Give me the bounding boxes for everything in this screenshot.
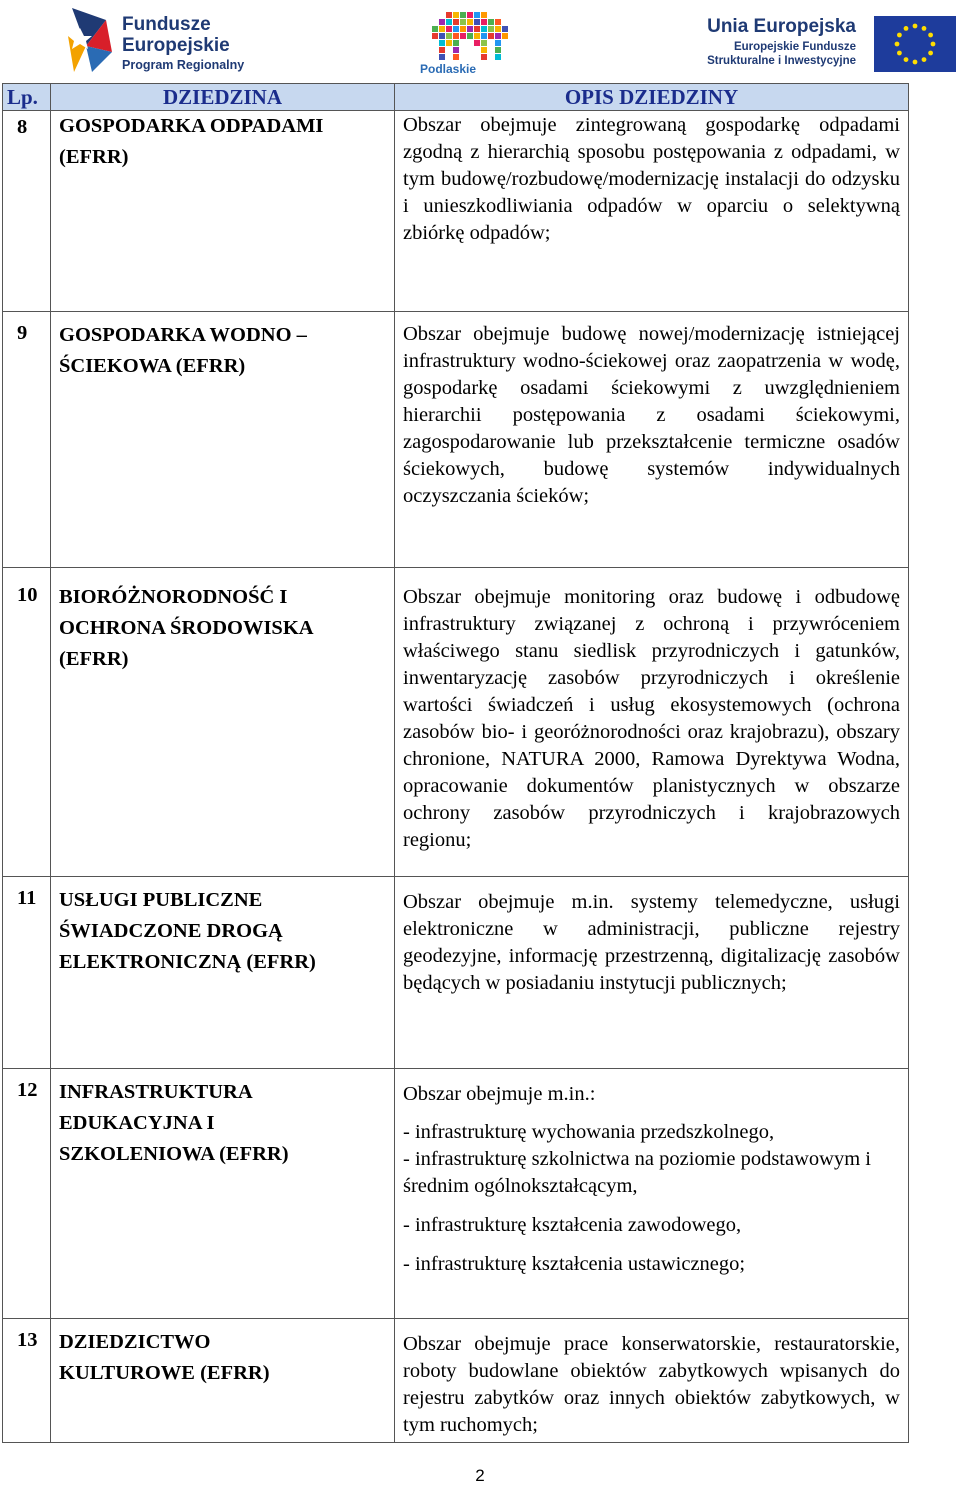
fe-subtitle: Program Regionalny bbox=[122, 58, 245, 72]
domain-name-line: BIORÓŻNORODNOŚĆ I bbox=[59, 586, 288, 608]
ue-subtitle-line2: Strukturalne i Inwestycyjne bbox=[707, 55, 856, 67]
fe-title-line2: Europejskie bbox=[122, 35, 230, 56]
domain-name bbox=[51, 111, 395, 312]
domain-name-line: ŚWIADCZONE DROGĄ bbox=[59, 920, 283, 942]
domain-description bbox=[395, 568, 909, 877]
domain-name-line: OCHRONA ŚRODOWISKA bbox=[59, 617, 314, 639]
table-row bbox=[3, 1069, 909, 1319]
domains-table bbox=[2, 83, 909, 1443]
domain-name-line: DZIEDZICTWO bbox=[59, 1331, 211, 1353]
row-number: 8 bbox=[3, 111, 51, 312]
unia-europejska-logo bbox=[700, 14, 956, 76]
page-number: 2 bbox=[475, 1466, 485, 1485]
description-text: Obszar obejmuje m.in. systemy telemedyczne, usługi elektroniczne w administracji, publiczne rejestry geodezyjne, informację przestrzenną, digitalizację zasobów będących w posiadaniu instytucji publicznych; bbox=[403, 891, 900, 994]
domain-name-line: USŁUGI PUBLICZNE bbox=[59, 889, 263, 911]
domain-name bbox=[51, 1069, 395, 1319]
table-row bbox=[3, 877, 909, 1069]
domain-name-line: GOSPODARKA WODNO – bbox=[59, 324, 307, 346]
fundusze-europejskie-logo bbox=[66, 6, 256, 76]
bison-mosaic-icon bbox=[416, 10, 526, 62]
header-lp: Lp. bbox=[3, 84, 51, 111]
domain-name-line: EDUKACYJNA I bbox=[59, 1112, 215, 1134]
podlaskie-logo bbox=[416, 10, 526, 78]
row-number: 11 bbox=[3, 877, 51, 1069]
description-list-item: - infrastrukturę wychowania przedszkolnego, bbox=[403, 1121, 775, 1143]
ue-subtitle-line1: Europejskie Fundusze bbox=[733, 41, 856, 53]
header-dziedzina: DZIEDZINA bbox=[51, 84, 395, 111]
domain-name-line: ŚCIEKOWA (EFRR) bbox=[59, 355, 246, 377]
row-number: 12 bbox=[3, 1069, 51, 1319]
row-number: 13 bbox=[3, 1319, 51, 1443]
domain-name bbox=[51, 568, 395, 877]
ue-title: Unia Europejska bbox=[707, 16, 856, 37]
domain-name-line: (EFRR) bbox=[59, 146, 129, 168]
podlaskie-label: Podlaskie bbox=[420, 62, 477, 76]
table-row bbox=[3, 111, 909, 312]
table-header-row bbox=[3, 84, 909, 111]
description-text: Obszar obejmuje monitoring oraz budowę i odbudowę infrastruktury związanej z ochroną i przywróceniem właściwego stanu siedlisk przyrodniczych i gatunków, inwentaryzację zasobów przyrodniczych i określenie wartości świadczeń i usług ekosystemowych (ochrona zasobów bio- i georóżnorodności oraz krajobrazu), obszary chronione, NATURA 2000, Ramowa Dyrektywa Wodna, opracowanie dokumentów planistycznych w obszarze ochrony zasobów przyrodniczych i krajobrazowych regionu; bbox=[403, 586, 900, 851]
table-row bbox=[3, 568, 909, 877]
row-number: 9 bbox=[3, 312, 51, 568]
table-row bbox=[3, 1319, 909, 1443]
description-list-item: - infrastrukturę kształcenia ustawicznego; bbox=[403, 1253, 746, 1275]
header-opis: OPIS DZIEDZINY bbox=[395, 84, 909, 111]
domain-description bbox=[395, 877, 909, 1069]
domain-name-line: (EFRR) bbox=[59, 648, 129, 670]
domain-name-line: INFRASTRUKTURA bbox=[59, 1081, 253, 1103]
description-text: Obszar obejmuje zintegrowaną gospodarkę odpadami zgodną z hierarchią sposobu postępowania z odpadami, w tym budowę/rozbudowę/modernizację instalacji do odzysku i unieszkodliwiania odpadów w oparciu o selektywną zbiórkę odpadów; bbox=[403, 114, 900, 244]
table-row bbox=[3, 312, 909, 568]
description-list-item: - infrastrukturę kształcenia zawodowego, bbox=[403, 1214, 742, 1236]
description-intro: Obszar obejmuje m.in.: bbox=[403, 1083, 596, 1105]
domain-name bbox=[51, 877, 395, 1069]
domain-description bbox=[395, 1069, 909, 1319]
fe-title-line1: Fundusze bbox=[122, 14, 211, 35]
header-logos bbox=[0, 0, 960, 82]
domain-description bbox=[395, 111, 909, 312]
eu-flag-icon bbox=[874, 16, 956, 72]
domain-name-line: KULTUROWE (EFRR) bbox=[59, 1362, 270, 1384]
domain-description bbox=[395, 1319, 909, 1443]
domain-name-line: SZKOLENIOWA (EFRR) bbox=[59, 1143, 289, 1165]
domain-name-line: GOSPODARKA ODPADAMI bbox=[59, 115, 324, 137]
description-text: Obszar obejmuje budowę nowej/modernizację istniejącej infrastruktury wodno-ściekowej oraz zaopatrzenia w wodę, gospodarkę osadami ściekowymi z uwzględnieniem hierarchii postępowania z osadami ściekowymi, zagospodarowanie lub przekształcenie termiczne osadów ściekowych, budowę systemów indywidualnych oczyszczania ścieków; bbox=[403, 323, 900, 507]
description-text: Obszar obejmuje prace konserwatorskie, restauratorskie, roboty budowlane obiektów zabytkowych wpisanych do rejestru zabytków oraz innych obiektów zabytkowych, w tym ruchomych; bbox=[403, 1333, 900, 1436]
domain-description bbox=[395, 312, 909, 568]
domain-name bbox=[51, 1319, 395, 1443]
domain-name bbox=[51, 312, 395, 568]
row-number: 10 bbox=[3, 568, 51, 877]
domain-name-line: ELEKTRONICZNĄ (EFRR) bbox=[59, 951, 316, 973]
description-list-item: - infrastrukturę szkolnictwa na poziomie podstawowym i średnim ogólnokształcącym, bbox=[403, 1148, 871, 1197]
fe-star-icon bbox=[66, 6, 114, 76]
